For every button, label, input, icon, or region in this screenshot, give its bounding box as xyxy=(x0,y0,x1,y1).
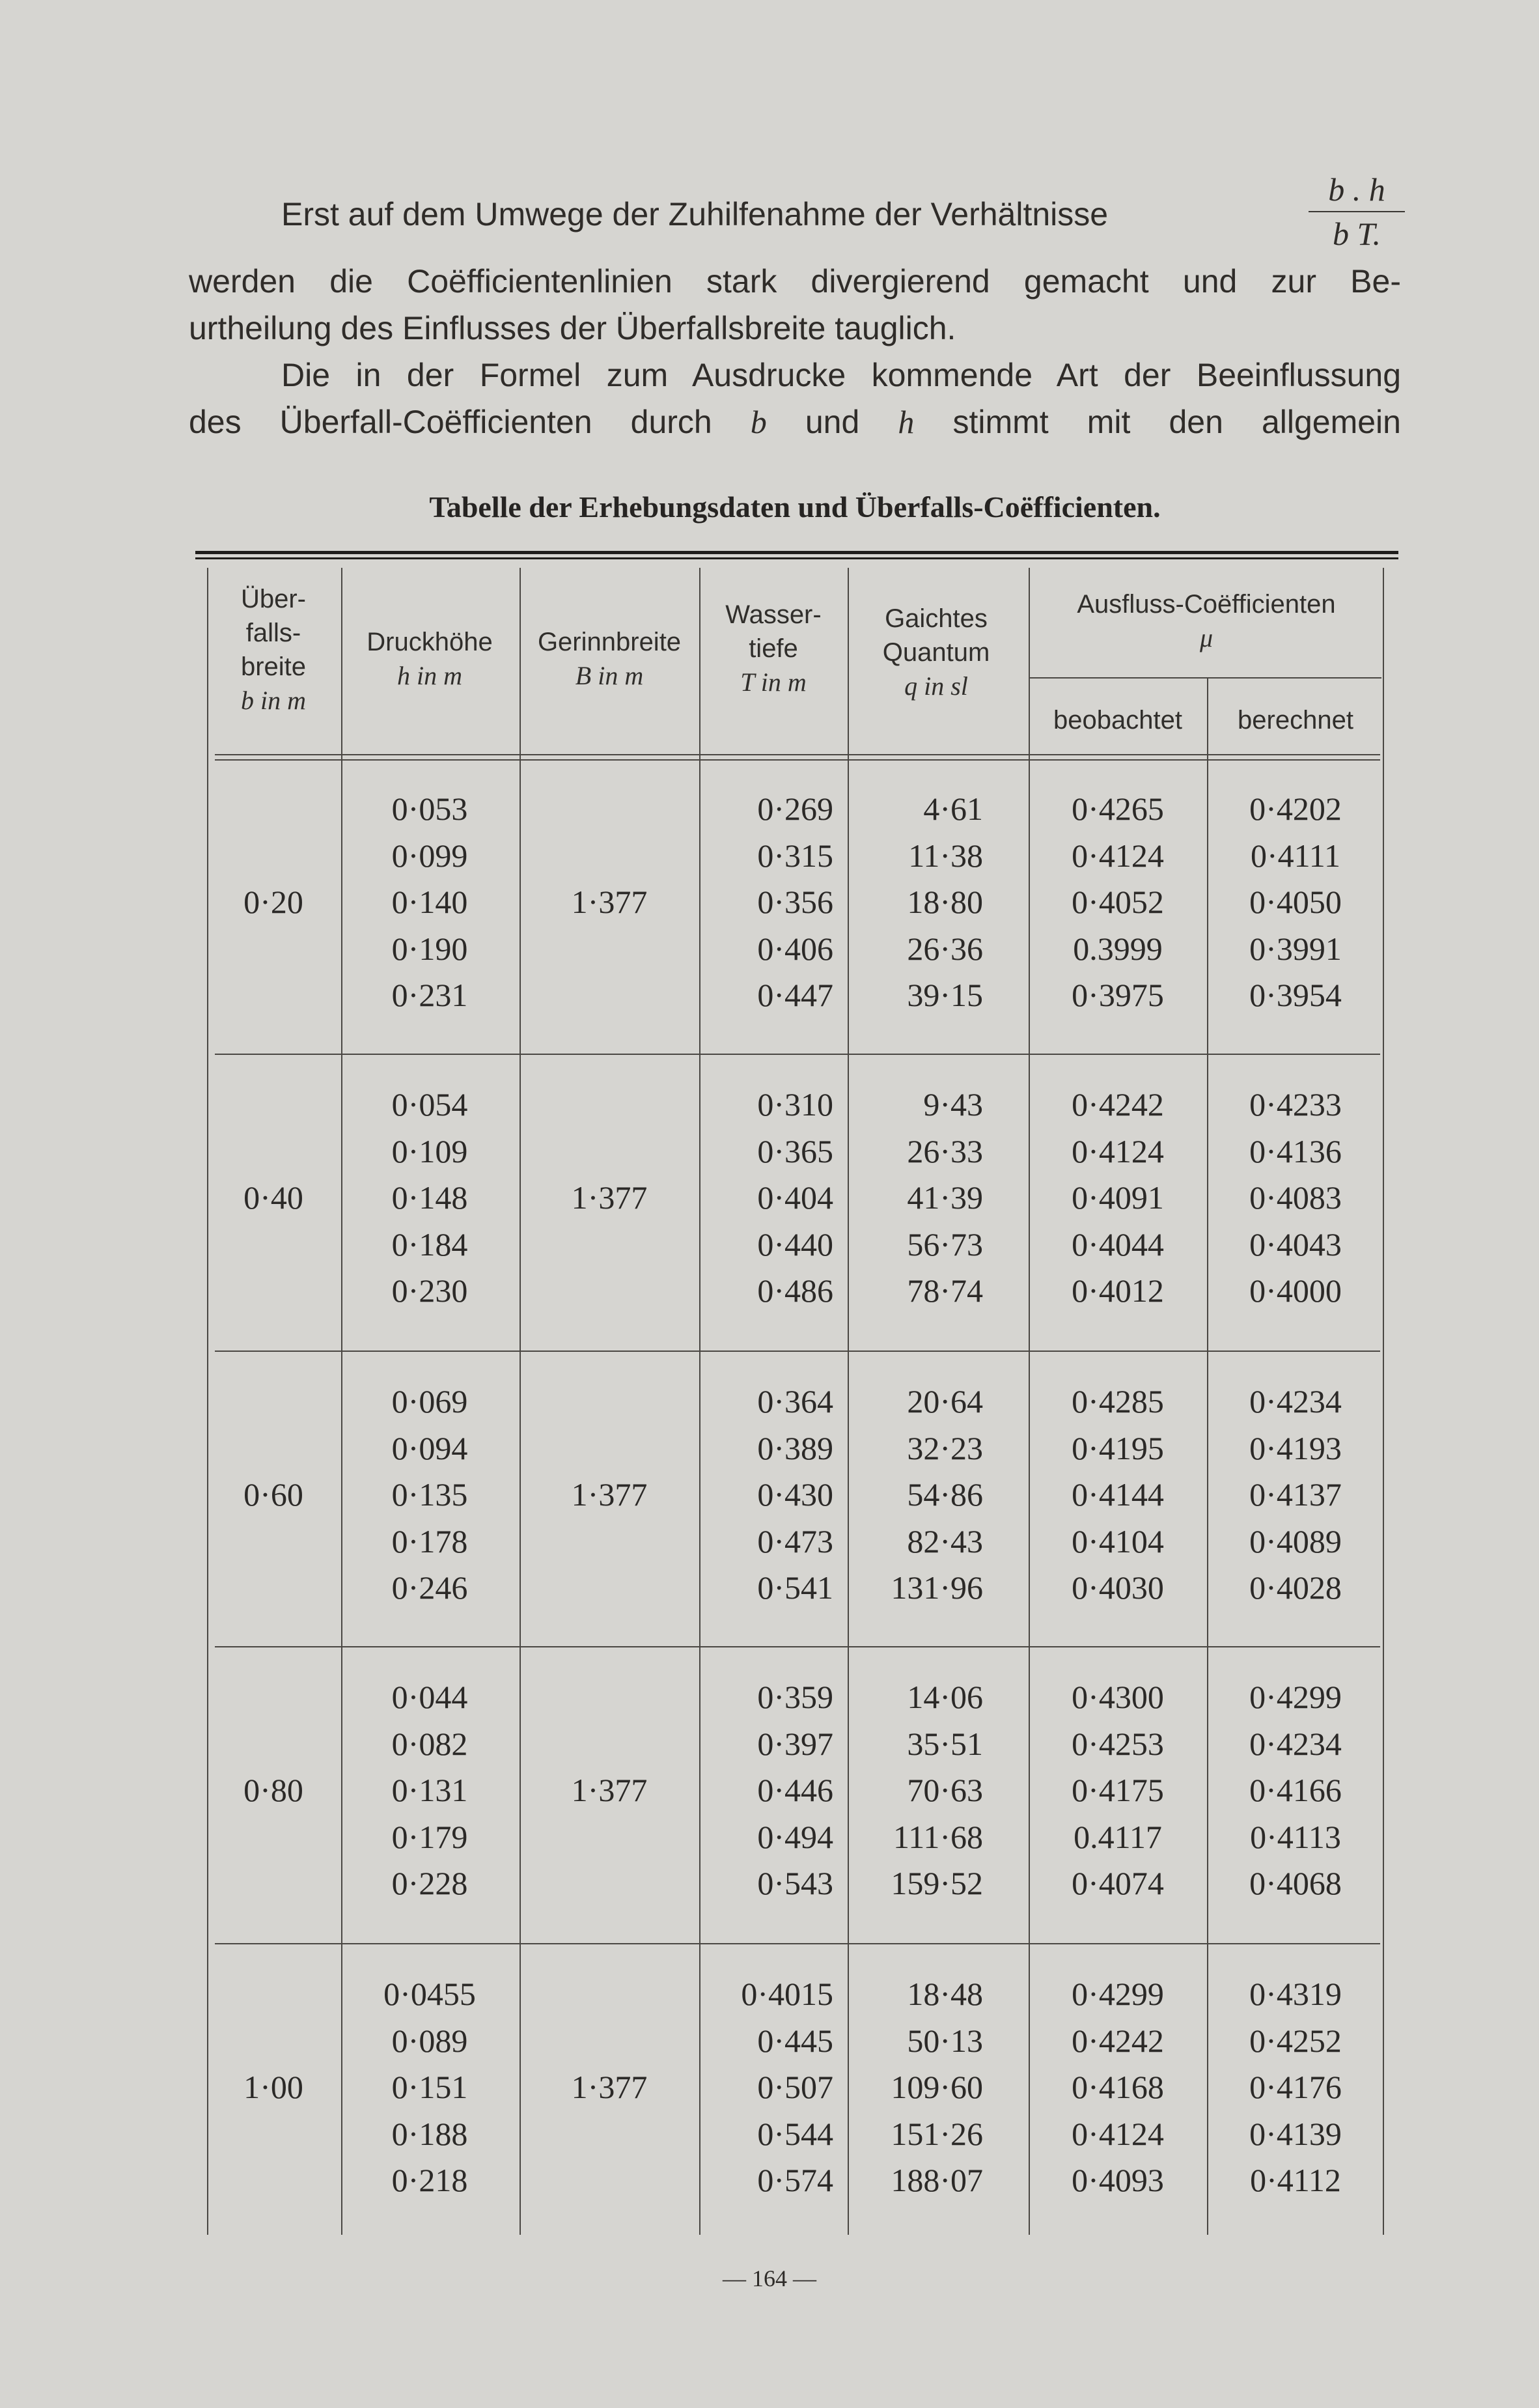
cell-obs: 0·4044 xyxy=(1072,1225,1164,1263)
cell-T: 0·389 xyxy=(757,1429,833,1466)
intro-line-5-e: stimmt mit den allgemein xyxy=(952,404,1401,440)
cell-calc: 0·4050 xyxy=(1249,884,1342,920)
cell-calc: 0·4252 xyxy=(1249,2022,1342,2059)
cell-q: 54·86 xyxy=(907,1476,983,1513)
cell-q: 20·64 xyxy=(907,1383,983,1420)
cell-T: 0·486 xyxy=(757,1272,833,1309)
header-col2-line1: Druckhöhe xyxy=(367,628,493,656)
header-col1-line2: falls- xyxy=(245,619,301,647)
header-col5-line1: Gaichtes xyxy=(885,604,988,633)
cell-T: 0·310 xyxy=(757,1086,833,1123)
page-number: — 164 — xyxy=(723,2265,816,2291)
cell-calc: 0·4137 xyxy=(1249,1476,1342,1513)
cell-q: 109·60 xyxy=(891,2069,983,2105)
cell-T: 0·315 xyxy=(757,837,833,874)
header-col4-line1: Wasser- xyxy=(725,600,822,629)
cell-calc: 0·4068 xyxy=(1249,1865,1342,1901)
col-line-right xyxy=(1383,568,1384,2235)
header-wassertiefe xyxy=(700,598,846,699)
cell-obs: 0·4124 xyxy=(1072,2115,1164,2152)
header-col3-line2: B in m xyxy=(575,661,644,690)
intro-line-2: werden die Coëfficientenlinien stark divergierend gemacht und zur Be- xyxy=(189,263,1401,300)
cell-T: 0·404 xyxy=(757,1179,833,1216)
fraction-denominator: b T. xyxy=(1332,216,1381,252)
cell-obs: 0·4091 xyxy=(1072,1179,1164,1216)
cell-obs: 0·4144 xyxy=(1072,1476,1164,1513)
cell-obs: 0·4124 xyxy=(1072,837,1164,874)
group-separator-2 xyxy=(215,1351,1380,1352)
cell-calc: 0·4139 xyxy=(1249,2115,1342,2152)
cell-calc: 0·4112 xyxy=(1250,2162,1341,2198)
cell-T: 0·430 xyxy=(757,1476,833,1513)
cell-q: 78·74 xyxy=(907,1272,983,1309)
header-col1-line4: b in m xyxy=(241,686,306,715)
cell-calc: 0·4176 xyxy=(1249,2069,1342,2105)
cell-obs: 0·4012 xyxy=(1072,1272,1164,1309)
cell-h: 0·044 xyxy=(391,1679,468,1715)
cell-calc: 0·4234 xyxy=(1249,1383,1342,1420)
cell-q: 18·48 xyxy=(907,1976,983,2012)
cell-h: 0·053 xyxy=(391,791,468,827)
cell-q: 70·63 xyxy=(907,1772,983,1808)
cell-q: 26·33 xyxy=(907,1132,983,1169)
cell-b: 1·00 xyxy=(243,2069,303,2105)
cell-b: 0·80 xyxy=(243,1772,303,1808)
header-col5-line3: q in sl xyxy=(904,671,968,701)
fraction-bar xyxy=(1309,211,1405,212)
intro-line-3: urtheilung des Einflusses der Überfallsbreite tauglich. xyxy=(189,310,956,346)
cell-calc: 0·4000 xyxy=(1249,1272,1342,1309)
cell-q: 111·68 xyxy=(893,1818,983,1855)
col-line-left xyxy=(207,568,208,2235)
cell-q: 56·73 xyxy=(907,1225,983,1263)
cell-q: 35·51 xyxy=(907,1725,983,1762)
cell-h: 0·069 xyxy=(391,1383,468,1420)
cell-T: 0·473 xyxy=(757,1522,833,1560)
cell-q: 9·43 xyxy=(923,1086,983,1123)
header-col3-line1: Gerinnbreite xyxy=(537,628,682,656)
cell-h: 0·218 xyxy=(391,2162,468,2198)
cell-T: 0·541 xyxy=(757,1569,833,1606)
header-sub-rule xyxy=(1030,677,1381,679)
cell-calc: 0·4028 xyxy=(1249,1569,1342,1606)
cell-q: 41·39 xyxy=(907,1179,983,1216)
cell-calc: 0·4234 xyxy=(1249,1725,1342,1762)
cell-calc: 0·4111 xyxy=(1251,837,1340,874)
cell-T: 0·356 xyxy=(757,884,833,920)
cell-B: 1·377 xyxy=(571,1772,648,1808)
table-top-rule xyxy=(195,551,1398,554)
cell-h: 0·099 xyxy=(391,837,468,874)
header-beobachtet: beobachtet xyxy=(1053,706,1182,735)
cell-obs: 0·4195 xyxy=(1072,1429,1164,1466)
cell-T: 0·440 xyxy=(757,1225,833,1263)
group-separator-1 xyxy=(215,1054,1380,1055)
cell-h: 0·179 xyxy=(391,1818,468,1855)
cell-T: 0·446 xyxy=(757,1772,833,1808)
cell-q: 131·96 xyxy=(891,1569,983,1606)
cell-B: 1·377 xyxy=(571,1179,648,1216)
cell-b: 0·20 xyxy=(243,884,303,920)
cell-q: 151·26 xyxy=(891,2115,983,2152)
cell-q: 18·80 xyxy=(907,884,983,920)
cell-B: 1·377 xyxy=(571,2069,648,2105)
cell-h: 0·140 xyxy=(391,884,468,920)
header-ueberfallsbreite xyxy=(210,582,337,718)
cell-T: 0·406 xyxy=(757,930,833,967)
cell-h: 0·094 xyxy=(391,1429,468,1466)
cell-obs: 0·3975 xyxy=(1072,977,1164,1013)
cell-obs: 0·4093 xyxy=(1072,2162,1164,2198)
cell-q: 26·36 xyxy=(907,930,983,967)
cell-q: 159·52 xyxy=(891,1865,983,1901)
cell-calc: 0·3991 xyxy=(1249,930,1342,967)
cell-h: 0·135 xyxy=(391,1476,468,1513)
cell-obs: 0·4242 xyxy=(1072,1086,1164,1123)
intro-paragraph xyxy=(189,258,1401,445)
cell-h: 0·246 xyxy=(391,1569,468,1606)
cell-calc: 0·4233 xyxy=(1249,1086,1342,1123)
cell-q: 188·07 xyxy=(891,2162,983,2198)
cell-T: 0·359 xyxy=(757,1679,833,1715)
cell-T: 0·4015 xyxy=(741,1976,833,2012)
cell-h: 0·188 xyxy=(391,2115,468,2152)
cell-b: 0·60 xyxy=(243,1476,303,1513)
intro-line-5 xyxy=(189,399,1401,445)
cell-T: 0·269 xyxy=(757,791,833,827)
table-title: Tabelle der Erhebungsdaten und Überfalls-Coëfficienten. xyxy=(429,490,1161,524)
header-gerinnbreite xyxy=(521,625,698,693)
cell-calc: 0·4299 xyxy=(1249,1679,1342,1715)
cell-calc: 0·4083 xyxy=(1249,1179,1342,1216)
cell-T: 0·364 xyxy=(757,1383,833,1420)
cell-q: 39·15 xyxy=(907,977,983,1013)
cell-calc: 0·4166 xyxy=(1249,1772,1342,1808)
cell-h: 0·228 xyxy=(391,1865,468,1901)
cell-calc: 0·4043 xyxy=(1249,1225,1342,1263)
cell-obs: 0·4285 xyxy=(1072,1383,1164,1420)
ratio-fraction xyxy=(1309,169,1405,254)
cell-calc: 0·4319 xyxy=(1249,1976,1342,2012)
cell-obs: 0·4300 xyxy=(1072,1679,1164,1715)
cell-calc: 0·4136 xyxy=(1249,1132,1342,1169)
cell-q: 50·13 xyxy=(907,2022,983,2059)
cell-h: 0·184 xyxy=(391,1225,468,1263)
cell-calc: 0·4113 xyxy=(1250,1818,1341,1855)
table-top-rule-2 xyxy=(195,557,1398,559)
header-col4-line2: tiefe xyxy=(749,634,798,663)
cell-h: 0·0455 xyxy=(383,1976,476,2012)
cell-h: 0·131 xyxy=(391,1772,468,1808)
header-col1-line1: Über- xyxy=(240,585,307,613)
cell-h: 0·231 xyxy=(391,977,468,1013)
cell-q: 82·43 xyxy=(907,1522,983,1560)
cell-q: 11·38 xyxy=(908,837,983,874)
col-line-2 xyxy=(520,568,521,2235)
cell-h: 0·151 xyxy=(391,2069,468,2105)
header-bottom-rule xyxy=(215,754,1380,755)
cell-obs: 0·4253 xyxy=(1072,1725,1164,1762)
group-separator-4 xyxy=(215,1943,1380,1944)
cell-T: 0·397 xyxy=(757,1725,833,1762)
cell-b: 0·40 xyxy=(243,1179,303,1216)
intro-line-5-a: des Überfall-Coëfficienten durch xyxy=(189,404,712,440)
cell-T: 0·365 xyxy=(757,1132,833,1169)
group-separator-3 xyxy=(215,1646,1380,1647)
cell-T: 0·445 xyxy=(757,2022,833,2059)
header-ausfluss xyxy=(1030,587,1383,655)
header-quantum xyxy=(849,602,1023,703)
cell-obs: 0·4175 xyxy=(1072,1772,1164,1808)
cell-T: 0·507 xyxy=(757,2069,833,2105)
cell-obs: 0·4242 xyxy=(1072,2022,1164,2059)
cell-obs: 0·4074 xyxy=(1072,1865,1164,1901)
cell-T: 0·544 xyxy=(757,2115,833,2152)
header-col2-line2: h in m xyxy=(397,661,462,690)
header-druckhoehe xyxy=(344,625,516,693)
header-col5-line2: Quantum xyxy=(882,638,990,667)
cell-T: 0·494 xyxy=(757,1818,833,1855)
cell-T: 0·543 xyxy=(757,1865,833,1901)
cell-obs: 0.3999 xyxy=(1073,930,1163,967)
cell-obs: 0.4117 xyxy=(1074,1818,1162,1855)
intro-line-1: Erst auf dem Umwege der Zuhilfenahme der Verhältnisse xyxy=(281,196,1109,232)
intro-line-5-c: und xyxy=(805,404,860,440)
cell-calc: 0·4193 xyxy=(1249,1429,1342,1466)
cell-h: 0·054 xyxy=(391,1086,468,1123)
cell-obs: 0·4124 xyxy=(1072,1132,1164,1169)
header-col6-line1: Ausfluss-Coëfficienten xyxy=(1077,590,1336,619)
cell-h: 0·089 xyxy=(391,2022,468,2059)
cell-q: 32·23 xyxy=(907,1429,983,1466)
cell-h: 0·178 xyxy=(391,1522,468,1560)
intro-line-4: Die in der Formel zum Ausdrucke kommende Art der Beeinflussung xyxy=(281,357,1401,393)
col-line-1 xyxy=(341,568,342,2235)
cell-obs: 0·4265 xyxy=(1072,791,1164,827)
header-col6-mu: μ xyxy=(1199,623,1213,652)
header-col4-line3: T in m xyxy=(740,667,807,697)
cell-B: 1·377 xyxy=(571,884,648,920)
intro-var-b: b xyxy=(750,404,767,440)
cell-obs: 0·4299 xyxy=(1072,1976,1164,2012)
cell-calc: 0·3954 xyxy=(1249,977,1342,1013)
header-berechnet: berechnet xyxy=(1238,706,1353,735)
cell-h: 0·190 xyxy=(391,930,468,967)
cell-B: 1·377 xyxy=(571,1476,648,1513)
cell-obs: 0·4030 xyxy=(1072,1569,1164,1606)
cell-obs: 0·4104 xyxy=(1072,1522,1164,1560)
cell-calc: 0·4089 xyxy=(1249,1522,1342,1560)
intro-var-h: h xyxy=(898,404,915,440)
cell-obs: 0·4168 xyxy=(1072,2069,1164,2105)
cell-q: 4·61 xyxy=(923,791,983,827)
cell-T: 0·574 xyxy=(757,2162,833,2198)
cell-q: 14·06 xyxy=(907,1679,983,1715)
cell-h: 0·230 xyxy=(391,1272,468,1309)
cell-obs: 0·4052 xyxy=(1072,884,1164,920)
header-col1-line3: breite xyxy=(240,652,307,681)
cell-h: 0·082 xyxy=(391,1725,468,1762)
cell-h: 0·148 xyxy=(391,1179,468,1216)
cell-h: 0·109 xyxy=(391,1132,468,1169)
cell-T: 0·447 xyxy=(757,977,833,1013)
cell-calc: 0·4202 xyxy=(1249,791,1342,827)
header-bottom-rule-2 xyxy=(215,759,1380,761)
fraction-numerator: b . h xyxy=(1328,171,1385,208)
